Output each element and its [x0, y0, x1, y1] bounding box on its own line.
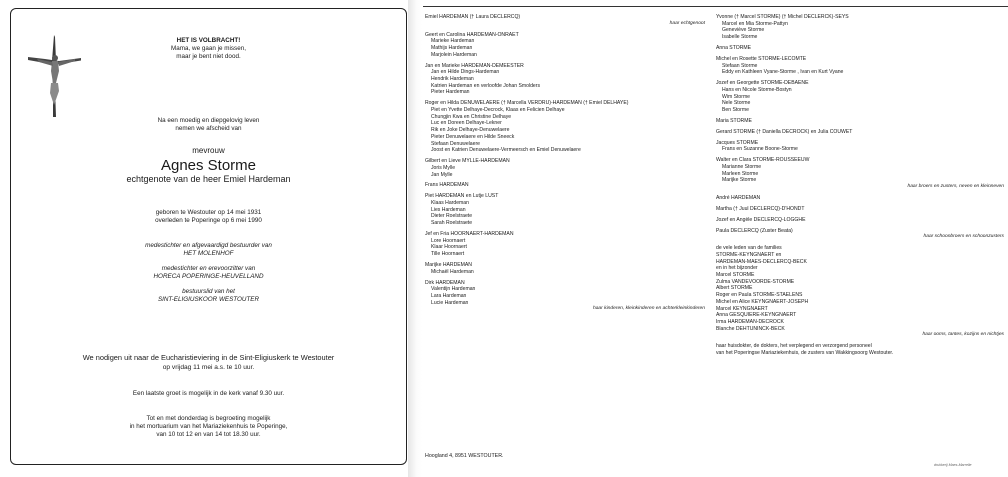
family-group — [425, 262, 705, 280]
family-member: Eddy en Kathleen Vyane-Storme , Ivan en Kurt Vyane — [722, 69, 844, 76]
relation-caption: haar kinderen, kleinkinderen en achterkleinkinderen — [592, 306, 705, 312]
role-org: SINT-ELIGIUSKOOR WESTOUTER — [157, 296, 260, 304]
family-member: Marcel en Mia Storme-Pattyn — [722, 20, 788, 27]
family-group — [425, 63, 705, 101]
family-column-left — [425, 14, 705, 317]
family-member: Rik en Joke Delhaye-Denuwelaere — [431, 127, 510, 134]
family-head: Yvonne († Marcel STORME) († Michel DECLERCK)-SEYS — [716, 14, 849, 20]
group-spacer — [716, 357, 1004, 361]
top-rule — [423, 6, 1008, 7]
family-group — [425, 280, 705, 318]
family-member: Katrien Hardeman en verloofde Johan Smolders — [431, 82, 541, 89]
family-member: Nele Storme — [722, 100, 751, 107]
invitation-line: We nodigen uit naar de Eucharistieviering in de Sint-Eligiuskerk te Westouter — [82, 353, 335, 362]
family-group — [716, 245, 1004, 343]
family-member: Lore Hoornaert — [431, 237, 466, 244]
family-head: Roger en Hilda DENUWELAERE († Marcella VERDRU)-HARDEMAN († Emiel DELHAYE) — [425, 100, 629, 107]
role-label: medestichter en afgevaardigd bestuurder van — [145, 242, 272, 249]
family-member: Anna GESQUIERE-KEYNGNAERT — [716, 312, 797, 319]
role-label: medestichter en erevoorzitter van — [161, 265, 256, 272]
intro-line: nemen we afscheid van — [175, 125, 242, 133]
relation-caption: haar echtgenoot — [669, 20, 705, 26]
family-group — [716, 80, 1004, 118]
role-label: bestuurslid van het — [182, 288, 235, 295]
family-member: Mathijs Hardeman — [431, 45, 473, 51]
family-head: Jozef en Georgette STORME-DEBAENE — [716, 80, 809, 87]
family-group — [425, 193, 705, 231]
epigraph-line: Mama, we gaan je missen, — [171, 45, 246, 53]
memorial-card-family — [420, 0, 1008, 477]
family-head: Michel en Rosette STORME-LECOMTE — [716, 55, 807, 62]
family-group — [716, 195, 1004, 206]
epigraph — [11, 37, 406, 62]
family-member: Ben Storme — [722, 107, 749, 113]
family-member: Hendrik Hardeman — [431, 76, 474, 82]
group-spacer — [425, 313, 705, 317]
family-member: Wim Storme — [722, 93, 751, 100]
death-line: overleden te Poperinge op 6 mei 1990 — [155, 217, 262, 225]
spouse-line: echtgenote van de heer Emiel Hardeman — [126, 174, 291, 184]
family-head: Geert en Carolina HARDEMAN-ONRAET — [425, 31, 519, 38]
family-member: Piet en Yvette Delhaye-Decrock, Klaas en Felicien Delhaye — [431, 107, 565, 113]
family-member: Lara Hardeman — [431, 293, 467, 299]
family-member: Sarah Roelstraete — [431, 220, 473, 227]
invitation — [11, 353, 406, 372]
role-2 — [11, 265, 406, 281]
family-member: Marijke Storme — [722, 177, 757, 184]
family-group — [425, 231, 705, 262]
visit-line: Tot en met donderdag is begroeting mogelijk — [146, 415, 271, 422]
family-member: Klaas Hardeman — [431, 200, 469, 206]
family-group — [425, 14, 705, 32]
last-greeting: Een laatste groet is mogelijk in de kerk vanaf 9.30 uur. — [132, 390, 285, 397]
visit-line: van 10 tot 12 en van 14 tot 18.30 uur. — [156, 431, 261, 439]
family-member: Dieter Roelstraete — [431, 213, 473, 220]
family-member: Tille Hoornaert — [431, 251, 465, 258]
family-column-right — [716, 14, 1004, 361]
intro — [11, 117, 406, 133]
family-member: Pieter Hardeman — [431, 89, 470, 96]
family-group — [716, 14, 1004, 45]
family-head: André HARDEMAN — [716, 194, 761, 201]
family-member: Geneviève Storme — [722, 27, 765, 34]
family-head: de vele leden van de families — [716, 245, 782, 252]
family-member: en in het bijzonder — [716, 265, 758, 272]
family-head: Jef en Fria HOORNAERT-HARDEMAN — [425, 231, 514, 237]
family-head: Emiel HARDEMAN († Laura DECLERCQ) — [425, 14, 521, 20]
family-member: Michaël Hardeman — [431, 268, 474, 275]
family-member: STORME-KEYNGNAERT en — [716, 251, 782, 258]
family-member: Stefaan Denuwelaere — [431, 140, 480, 147]
relation-caption: haar schoonbroers en schoonzusters — [923, 234, 1004, 240]
family-head: haar huisdokter, de dokters, het verplegend en verzorgend personeel — [716, 343, 872, 350]
family-member: Blanche DEHTUNINCK-BECK — [716, 325, 785, 332]
relation-caption: haar broers en zusters, neven en kleinneven — [907, 184, 1004, 190]
family-head: Gerard STORME († Daniella DECROCK) en Julia COUWET — [716, 128, 853, 135]
role-org: HET MOLENHOF — [183, 250, 234, 258]
memorial-card-front — [10, 8, 407, 465]
family-member: Marianne Storme — [722, 163, 762, 170]
life-dates — [11, 209, 406, 225]
family-member: Joris Mylle — [431, 164, 456, 171]
family-member: Luc en Doreen Delhaye-Lekner — [431, 120, 502, 127]
family-member: Marjolein Hardeman — [431, 51, 477, 58]
family-member: Hans en Nicole Storme-Bostyn — [722, 86, 792, 93]
family-member: Irma HARDEMAN-DECROCK — [716, 318, 784, 325]
family-member: Klaar Hoornaert — [431, 244, 467, 251]
family-head: Gilbert en Lieve MYLLE-HARDEMAN — [425, 158, 510, 165]
family-member: Lies Hardeman — [431, 206, 466, 213]
family-member: Chungjin Kwa en Christine Delhaye — [431, 113, 512, 120]
role-3 — [11, 288, 406, 304]
invitation-line: op vrijdag 11 mei a.s. te 10 uur. — [162, 363, 255, 371]
family-group — [425, 158, 705, 182]
family-member: Roger en Paula STORME-STAELENS — [716, 292, 803, 299]
family-group — [425, 32, 705, 63]
family-group — [716, 56, 1004, 80]
family-member: Marcel KEYNGNAERT — [716, 305, 768, 312]
family-member: Michel en Alice KEYNGNAERT-JOSEPH — [716, 298, 809, 305]
family-group — [716, 217, 1004, 228]
family-group — [716, 206, 1004, 217]
family-member: Albert STORME — [716, 285, 753, 292]
deceased-name: Agnes Storme — [160, 157, 257, 174]
role-1 — [11, 242, 406, 258]
family-group — [716, 228, 1004, 246]
family-member: Marcel STORME — [716, 272, 755, 279]
family-head: Anna STORME — [716, 45, 752, 51]
epigraph-line: HET IS VOLBRACHT! — [176, 37, 241, 44]
family-group — [716, 140, 1004, 158]
family-head: Piet HARDEMAN en Lutje LUST — [425, 193, 499, 200]
printer-credit: drukkerij Maes-Marrelle — [934, 463, 972, 467]
visiting-hours — [11, 415, 406, 440]
family-head: Dirk HARDEMAN — [425, 279, 465, 286]
role-org: HORECA POPERINGE-HEUVELLAND — [153, 273, 264, 281]
family-group — [425, 100, 705, 158]
family-head: Jacques STORME — [716, 139, 759, 146]
family-group — [716, 343, 1004, 361]
family-head: Marijke HARDEMAN — [425, 262, 472, 268]
family-member: van het Poperingse Mariaziekenhuis, de zusters van Wakkingsoorg Westouter. — [716, 349, 894, 356]
family-head: Walter en Clara STORME-ROUSSEEUW — [716, 157, 810, 164]
honorific: mevrouw — [192, 146, 225, 155]
family-head: Paula DECLERCQ (Zuster Beata) — [716, 227, 793, 234]
epigraph-line: maar je bent niet dood. — [176, 53, 241, 61]
family-group — [716, 118, 1004, 129]
birth-line: geboren te Westouter op 14 mei 1931 — [155, 209, 262, 216]
family-member: Jan Mylle — [431, 171, 453, 178]
family-head: Frans HARDEMAN — [425, 182, 469, 189]
intro-line: Na een moedig en diepgelovig leven — [157, 117, 260, 124]
family-member: Lucie Hardeman — [431, 299, 469, 306]
family-member: Marieke Hardeman — [431, 38, 475, 45]
family-member: Frans en Suzanne Boone-Storme — [722, 146, 798, 153]
family-member: Zulma VANDEVOORDE-STORME — [716, 278, 795, 285]
family-group — [716, 129, 1004, 140]
family-head: Martha († Juul DECLERCQ)-D'HONDT — [716, 205, 805, 212]
family-group — [716, 45, 1004, 56]
family-group — [425, 182, 705, 193]
relation-caption: haar ooms, tantes, kozijns en nichtjes — [922, 332, 1004, 338]
family-member: Isabelle Storme — [722, 34, 758, 41]
family-member: Marleen Storme — [722, 170, 759, 177]
family-head: Maria STORME — [716, 117, 752, 124]
family-group — [716, 157, 1004, 195]
family-member: Pieter Denuwelaere en Hilde Sneeck — [431, 133, 515, 140]
family-member: HARDEMAN-MAES-DECLERCQ-BECK — [716, 258, 807, 265]
visit-line: in het mortuarium van het Mariaziekenhuis te Poperinge, — [129, 423, 288, 431]
family-member: Stefaan Storme — [722, 62, 758, 69]
family-member: Valentijn Hardeman — [431, 286, 476, 293]
family-member: Jan en Hilde Dings-Hardeman — [431, 69, 500, 76]
address: Hoogland 4, 8951 WESTOUTER. — [425, 453, 504, 459]
family-head: Jan en Marieke HARDEMAN-DEMEESTER — [425, 62, 524, 69]
family-head: Jozef en Angèle DECLERCQ-LOGGHE — [716, 216, 806, 223]
family-member: Joost en Katrien Denuwelaere-Vermeersch en Emiel Denuwelaere — [431, 147, 581, 154]
